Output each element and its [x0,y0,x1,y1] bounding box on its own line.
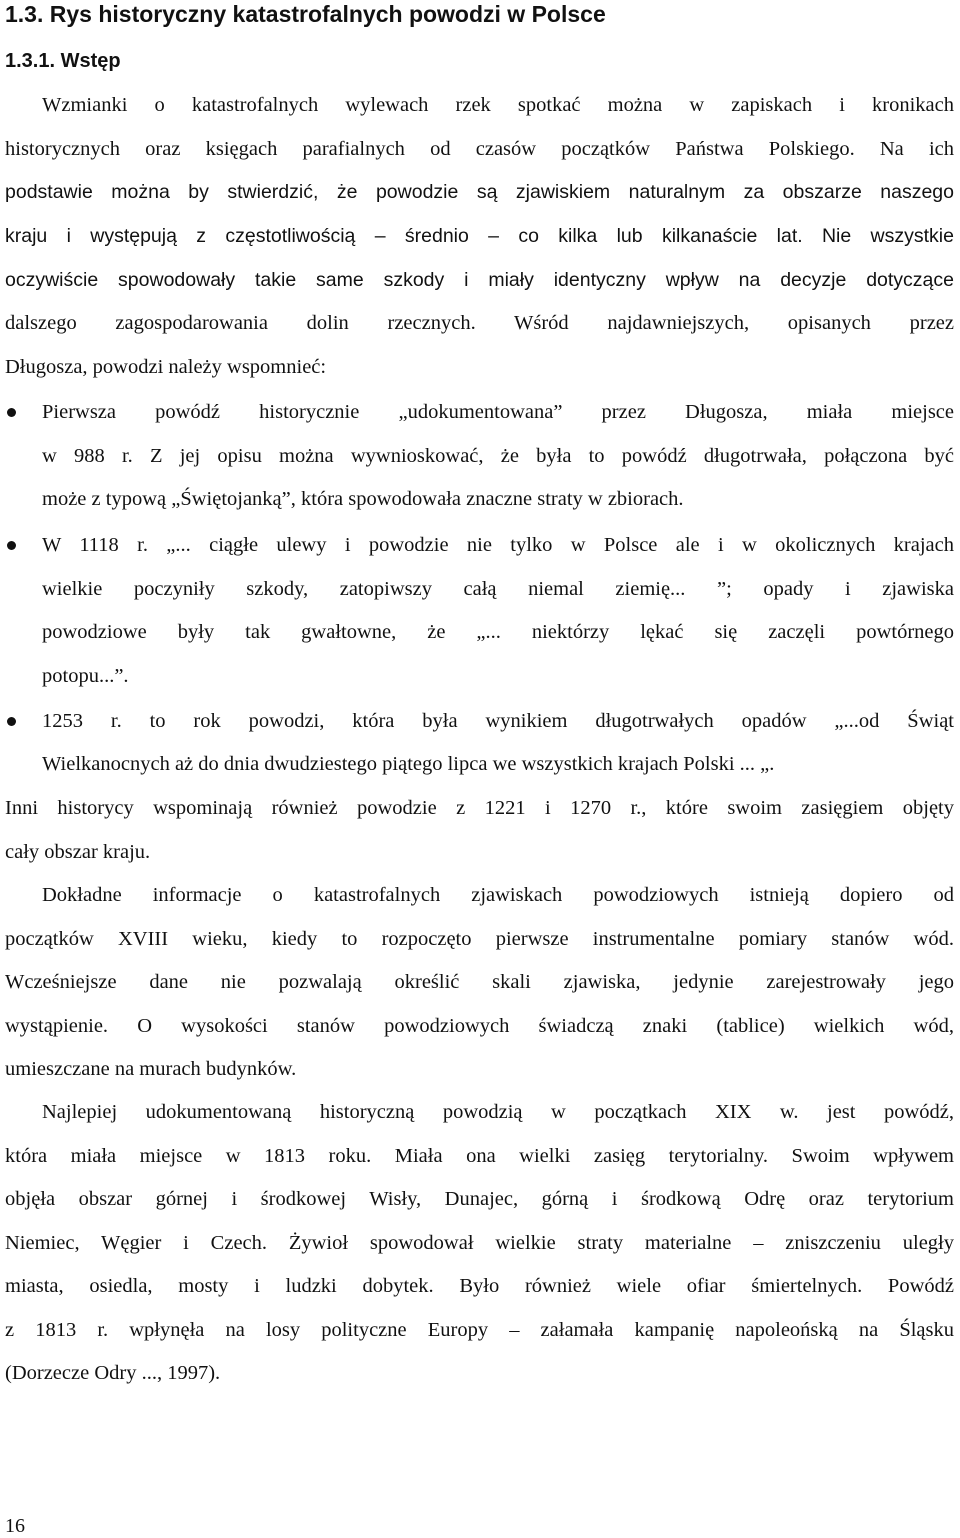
text-line: umieszczane na murach budynków. [5,1058,297,1080]
text-line: w 988 r. Z jej opisu można wywnioskować, że była to powódź długotrwała, połączona być [42,445,954,467]
text-line: podstawie można by stwierdzić, że powodzie są zjawiskiem naturalnym za obszarze naszego [5,181,954,203]
text-line: oczywiście spowodowały takie same szkody i miały identyczny wpływ na decyzje dotyczące [5,269,954,291]
text-line: potopu...”. [42,665,129,687]
text-line: Najlepiej udokumentowaną historyczną powodzią w początkach XIX w. jest powódź, [42,1101,954,1123]
text-line: W 1118 r. „... ciągłe ulewy i powodzie nie tylko w Polsce ale i w okolicznych krajach [42,534,954,556]
text-line: Wzmianki o katastrofalnych wylewach rzek spotkać można w zapiskach i kronikach [42,94,954,116]
section-heading: 1.3. Rys historyczny katastrofalnych powodzi w Polsce [5,1,606,27]
text-line: historycznych oraz księgach parafialnych od czasów początków Państwa Polskiego. Na ich [5,138,954,160]
text-line: Wielkanocnych aż do dnia dwudziestego piątego lipca we wszystkich krajach Polski ... „. [42,753,775,775]
text-line: 1253 r. to rok powodzi, która była wynikiem długotrwałych opadów „...od Świąt [42,710,954,732]
text-line: Niemiec, Węgier i Czech. Żywioł spowodował wielkie straty materialne – zniszczeniu uległy [5,1232,954,1254]
bullet-icon [7,408,16,417]
page-number: 16 [5,1515,25,1537]
subsection-heading: 1.3.1. Wstęp [5,50,121,72]
text-line: dalszego zagospodarowania dolin rzecznych. Wśród najdawniejszych, opisanych przez [5,312,954,334]
text-line: Dokładne informacje o katastrofalnych zjawiskach powodziowych istnieją dopiero od [42,884,954,906]
text-line: Długosza, powodzi należy wspomnieć: [5,356,327,378]
text-line: może z typową „Świętojanką”, która spowodowała znaczne straty w zbiorach. [42,488,684,510]
text-line: wielkie poczyniły szkody, zatopiwszy całą niemal ziemię... ”; opady i zjawiska [42,578,954,600]
text-line: wystąpienie. O wysokości stanów powodziowych świadczą znaki (tablice) wielkich wód, [5,1015,954,1037]
text-line: Inni historycy wspominają również powodzie z 1221 i 1270 r., które swoim zasięgiem objęty [5,797,954,819]
text-line: z 1813 r. wpłynęła na losy polityczne Europy – załamała kampanię napoleońską na Śląsku [5,1319,954,1341]
text-line: miasta, osiedla, mosty i ludzki dobytek. Było również wiele ofiar śmiertelnych. Powódź [5,1275,954,1297]
bullet-icon [7,717,16,726]
text-line: początków XVIII wieku, kiedy to rozpoczęto pierwsze instrumentalne pomiary stanów wód. [5,928,954,950]
text-line: Wcześniejsze dane nie pozwalają określić skali zjawiska, jedynie zarejestrowały jego [5,971,954,993]
text-line: powodziowe były tak gwałtowne, że „... niektórzy lękać się zaczęli powtórnego [42,621,954,643]
text-line: (Dorzecze Odry ..., 1997). [5,1362,221,1384]
text-line: objęła obszar górnej i środkowej Wisły, Dunajec, górną i środkową Odrę oraz terytorium [5,1188,954,1210]
bullet-icon [7,541,16,550]
text-line: cały obszar kraju. [5,841,151,863]
text-line: kraju i występują z częstotliwością – średnio – co kilka lub kilkanaście lat. Nie wszystkie [5,225,954,247]
text-line: która miała miejsce w 1813 roku. Miała ona wielki zasięg terytorialny. Swoim wpływem [5,1145,954,1167]
text-line: Pierwsza powódź historycznie „udokumentowana” przez Długosza, miała miejsce [42,401,954,423]
